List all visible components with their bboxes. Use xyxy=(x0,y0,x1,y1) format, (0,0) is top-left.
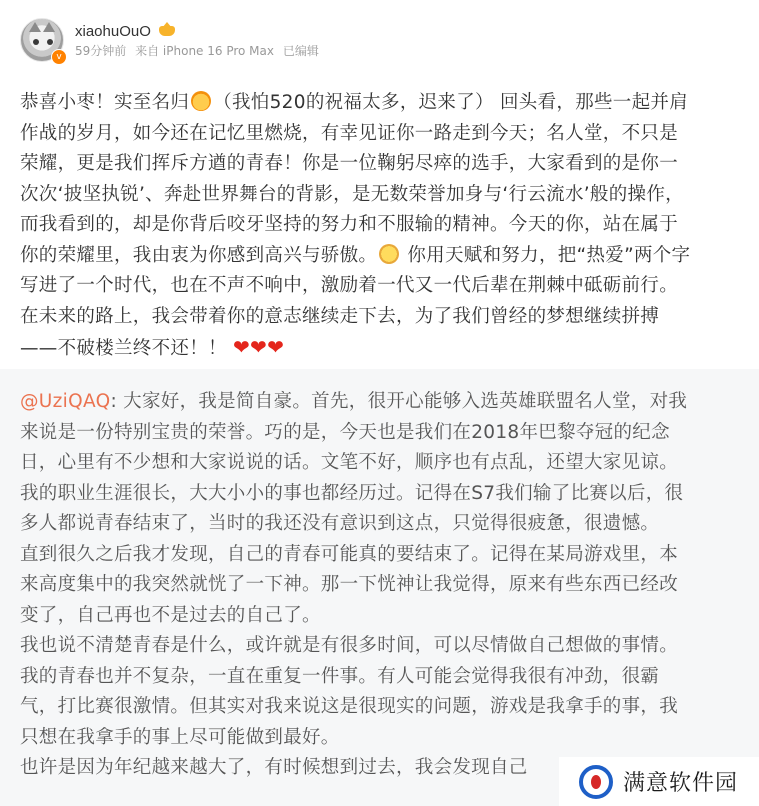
repost-body xyxy=(20,387,740,784)
reposted-content[interactable] xyxy=(0,369,759,806)
post-line xyxy=(20,241,740,272)
watermark xyxy=(559,757,759,806)
repost-line: 我也说不清楚青春是什么，或许就是有很多时间，可以尽情做自己想做的事情。 xyxy=(20,635,679,656)
post-meta xyxy=(75,42,324,60)
post-line: 在未来的路上，我会带着你的意志继续走下去，为了我们曾经的梦想继续拼搏 xyxy=(20,305,660,327)
user-meta xyxy=(75,20,324,60)
post-time[interactable]: 59分钟前 xyxy=(75,44,127,58)
repost-line: 我的职业生涯很长，大大小小的事也都经历过。记得在S7我们输了比赛以后，很 xyxy=(20,482,684,504)
repost-line: 也许是因为年纪越来越大了，有时候想到过去，我会发现自己 xyxy=(20,757,528,778)
verified-badge-icon: v xyxy=(51,49,67,65)
post-header xyxy=(20,16,324,64)
repost-line: 直到很久之后我才发现，自己的青春可能真的要结束了。记得在某局游戏里，本 xyxy=(20,543,679,565)
repost-line: 变了，自己再也不是过去的自己了。 xyxy=(20,604,321,626)
repost-text-segment: : 大家好，我是简自豪。首先，很开心能够入选英雄联盟名人堂，对我 xyxy=(110,391,688,412)
post-line: 次次‘披坚执锐’、奔赴世界舞台的背影，是无数荣誉加身与‘行云流水’般的操作， xyxy=(20,183,684,205)
post-line: 写进了一个时代，也在不声不响中，激励着一代又一代后辈在荆棘中砥砺前行。 xyxy=(20,275,679,296)
username-link[interactable]: xiaohuOuO xyxy=(75,22,151,40)
post-line: 荣耀，更是我们挥斥方遒的青春！你是一位鞠躬尽瘁的选手，大家看到的是你一 xyxy=(20,153,679,174)
repost-line xyxy=(20,387,740,418)
post-line xyxy=(20,88,740,119)
post-text-segment: ——不破楼兰终不还！！ xyxy=(20,338,227,359)
repost-line: 气，打比赛很激情。但其实对我来说这是很现实的问题，游戏是我拿手的事，我 xyxy=(20,696,679,717)
post-text-segment: （我怕520的祝福太多，迟来了） 回头看，那些一起并肩 xyxy=(213,92,688,113)
name-row xyxy=(75,20,324,42)
repost-line: 只想在我拿手的事上尽可能做到最好。 xyxy=(20,726,340,748)
post-body xyxy=(20,88,740,365)
vip-crown-icon[interactable] xyxy=(157,23,177,39)
post-line: 作战的岁月，如今还在记忆里燃烧，有幸见证你一路走到今天；名人堂，不只是 xyxy=(20,122,679,144)
watermark-text: 满意软件园 xyxy=(623,771,739,796)
avatar-ear-right xyxy=(43,22,55,32)
clap-emoji-icon xyxy=(379,244,399,264)
post-source: 来自 iPhone 16 Pro Max xyxy=(135,44,274,58)
repost-line: 多人都说青春结束了，当时的我还没有意识到这点，只觉得很疲惫，很遗憾。 xyxy=(20,513,660,534)
repost-line: 日，心里有不少想和大家说说的话。文笔不好，顺序也有点乱，还望大家见谅。 xyxy=(20,452,679,473)
watermark-logo-icon xyxy=(579,765,613,799)
post-line: 而我看到的，却是你背后咬牙坚持的努力和不服输的精神。今天的你，站在属于 xyxy=(20,214,679,235)
post-text-segment: 你的荣耀里，我由衷为你感到高兴与骄傲。 xyxy=(20,244,378,266)
repost-line: 我的青春也并不复杂，一直在重复一件事。有人可能会觉得我很有冲劲，很霸 xyxy=(20,665,660,687)
repost-line: 来高度集中的我突然就恍了一下神。那一下恍神让我觉得，原来有些东西已经改 xyxy=(20,574,679,595)
gift-emoji-icon xyxy=(191,91,211,111)
heart-emoji-icon: ❤❤❤ xyxy=(233,335,285,359)
mention-link[interactable]: @UziQAQ xyxy=(20,391,111,412)
avatar-ear-left xyxy=(29,22,41,32)
post-line xyxy=(20,332,740,365)
user-avatar[interactable] xyxy=(20,18,64,62)
avatar-eyes xyxy=(33,39,53,45)
post-text-segment: 你用天赋和努力，把“热爱”两个字 xyxy=(401,244,691,266)
repost-line: 来说是一份特别宝贵的荣誉。巧的是，今天也是我们在2018年巴黎夺冠的纪念 xyxy=(20,421,670,443)
post-text-segment: 恭喜小枣！实至名归 xyxy=(20,92,190,113)
edited-label[interactable]: 已编辑 xyxy=(282,44,319,58)
